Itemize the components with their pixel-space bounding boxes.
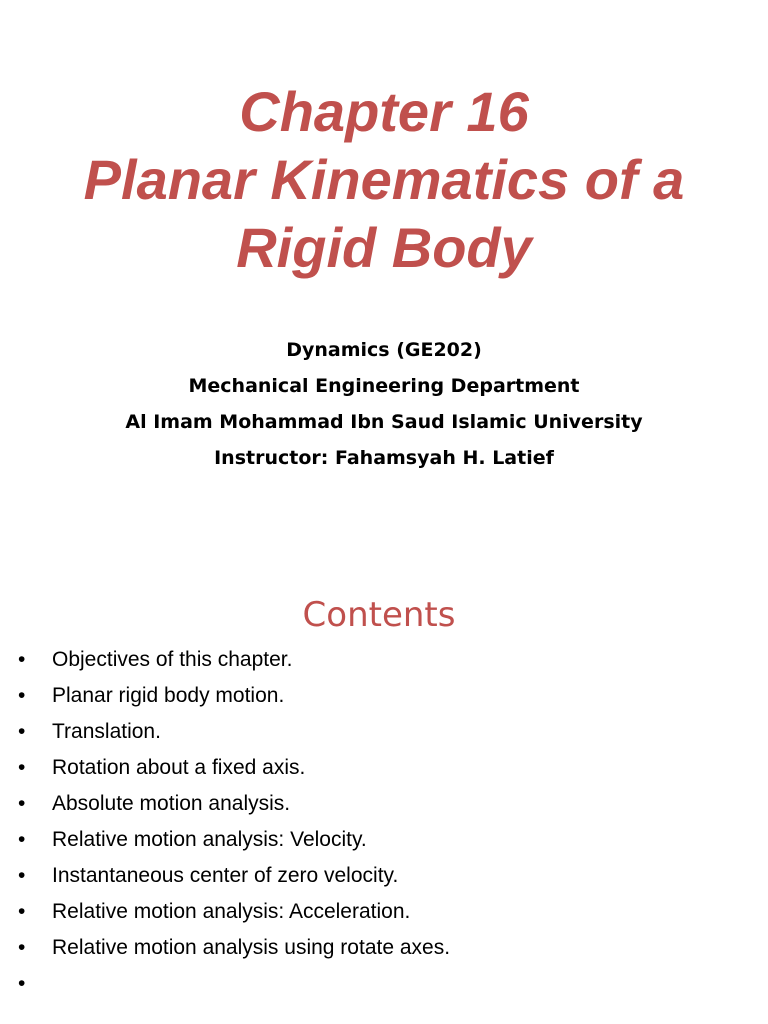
bullet: • [18, 900, 26, 923]
list-item-text: Instantaneous center of zero velocity. [52, 864, 399, 887]
list-item [18, 822, 758, 858]
list-item [18, 966, 758, 1002]
contents-slide [0, 560, 768, 1024]
list-item-text: Translation. [52, 720, 161, 743]
bullet: • [18, 972, 26, 995]
contents-list [18, 642, 758, 1002]
list-item-text: Relative motion analysis using rotate axes. [52, 936, 451, 959]
list-item [18, 642, 758, 678]
list-item-text: Objectives of this chapter. [52, 648, 293, 671]
list-item-text: Planar rigid body motion. [52, 684, 285, 707]
title-line: Planar Kinematics of a [83, 148, 685, 211]
course-info [0, 332, 768, 476]
bullet: • [18, 864, 26, 887]
list-item [18, 894, 758, 930]
list-item [18, 678, 758, 714]
department-name: Mechanical Engineering Department [188, 375, 580, 397]
list-item [18, 750, 758, 786]
bullet: • [18, 720, 26, 743]
list-item-text: Relative motion analysis: Velocity. [52, 828, 367, 851]
university-name: Al Imam Mohammad Ibn Saud Islamic University [125, 411, 643, 433]
list-item [18, 786, 758, 822]
list-item-text: Rotation about a fixed axis. [52, 756, 306, 779]
list-item-text: Absolute motion analysis. [52, 792, 291, 815]
bullet: • [18, 648, 26, 671]
list-item [18, 930, 758, 966]
bullet: • [18, 756, 26, 779]
bullet: • [18, 936, 26, 959]
list-item [18, 858, 758, 894]
bullet: • [18, 684, 26, 707]
list-item [18, 714, 758, 750]
list-item-text: Relative motion analysis: Acceleration. [52, 900, 411, 923]
title-line: Rigid Body [236, 216, 532, 279]
course-name: Dynamics (GE202) [286, 339, 482, 361]
slide-title [0, 78, 768, 282]
title-line: Chapter 16 [239, 80, 529, 143]
bullet: • [18, 828, 26, 851]
instructor-name: Instructor: Fahamsyah H. Latief [214, 447, 554, 469]
contents-heading: Contents [302, 595, 456, 635]
bullet: • [18, 792, 26, 815]
